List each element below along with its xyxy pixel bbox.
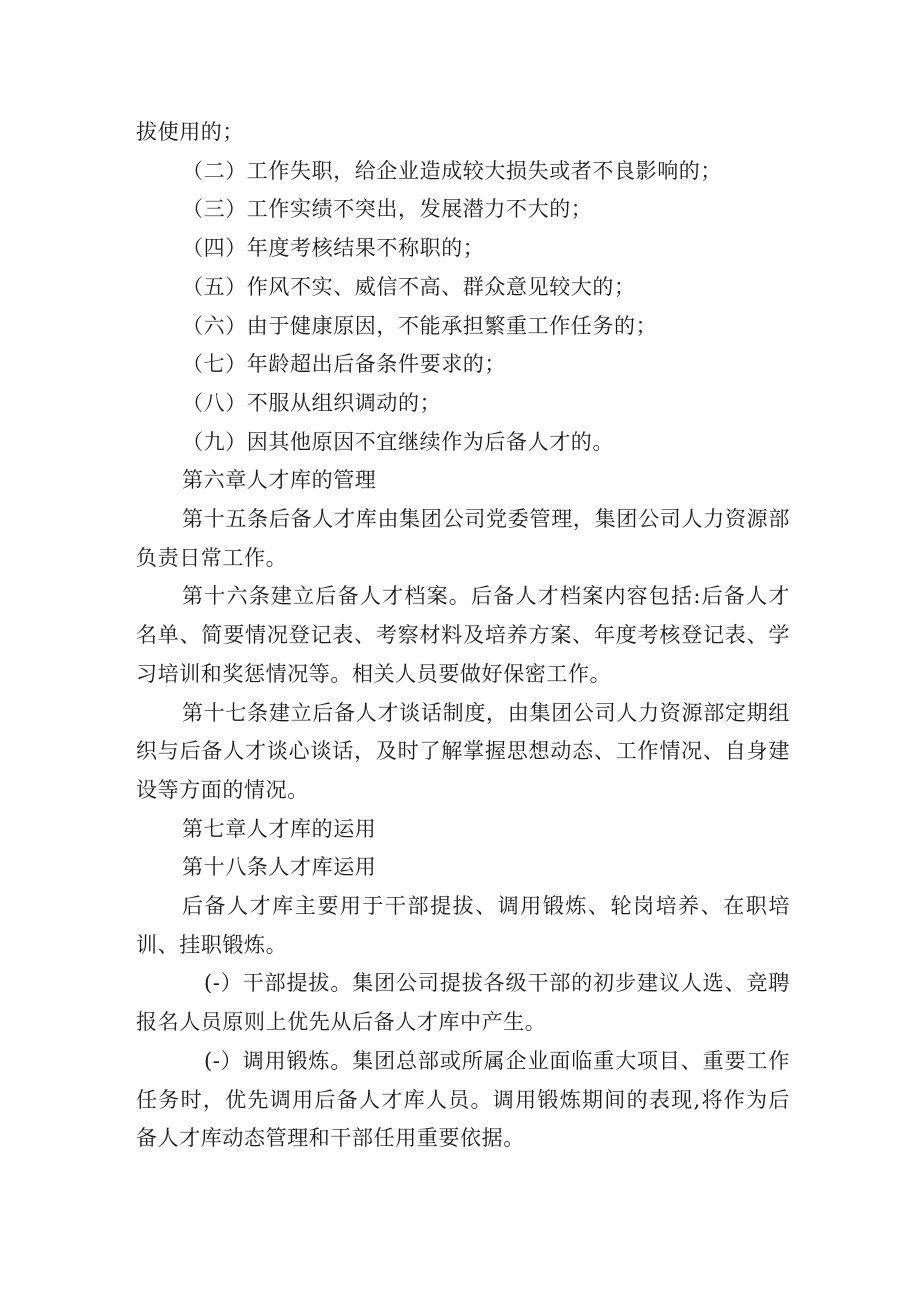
list-item-9: （九）因其他原因不宜继续作为后备人才的。 — [182, 429, 614, 454]
article-18-heading: 第十八条人才库运用 — [182, 855, 377, 880]
list-item-2: （二）工作失职，给企业造成较大损失或者不良影响的； — [182, 158, 722, 183]
talent-pool-usage: 后备人才库主要用于干部提拔、调用锻炼、轮岗培养、在职培训、挂职锻炼。 — [136, 894, 790, 957]
document-body — [136, 113, 790, 1158]
list-item-6: （六）由于健康原因，不能承担繁重工作任务的； — [182, 313, 658, 338]
article-16: 第十六条建立后备人才档案。后备人才档案内容包括:后备人才名单、简要情况登记表、考察材料及培养方案、年度考核登记表、学习培训和奖惩情况等。相关人员要做好保密工作。 — [136, 584, 790, 686]
list-item-5: （五）作风不实、威信不高、群众意见较大的； — [182, 274, 636, 299]
chapter-6-heading: 第六章人才库的管理 — [182, 468, 377, 493]
article-15: 第十五条后备人才库由集团公司党委管理，集团公司人力资源部负责日常工作。 — [136, 507, 790, 570]
paragraph-continuation: 拔使用的； — [136, 120, 244, 144]
article-17: 第十七条建立后备人才谈话制度，由集团公司人力资源部定期组织与后备人才谈心谈话，及时了解掌握思想动态、工作情况、自身建设等方面的情况。 — [136, 700, 790, 802]
list-item-8: （八）不服从组织调动的； — [182, 390, 442, 415]
list-item-7: （七）年龄超出后备条件要求的； — [182, 352, 506, 377]
usage-item-promotion: (-）干部提拔。集团公司提拔各级干部的初步建议人选、竞聘报名人员原则上优先从后备人才库中产生。 — [136, 971, 790, 1035]
chapter-7-heading: 第七章人才库的运用 — [182, 816, 377, 841]
list-item-4: （四）年度考核结果不称职的； — [182, 236, 485, 261]
usage-item-secondment: (-）调用锻炼。集团总部或所属企业面临重大项目、重要工作任务时，优先调用后备人才库人员。调用锻炼期间的表现,将作为后备人才库动态管理和干部任用重要依据。 — [136, 1048, 790, 1151]
list-item-3: （三）工作实绩不突出，发展潜力不大的； — [182, 197, 593, 222]
